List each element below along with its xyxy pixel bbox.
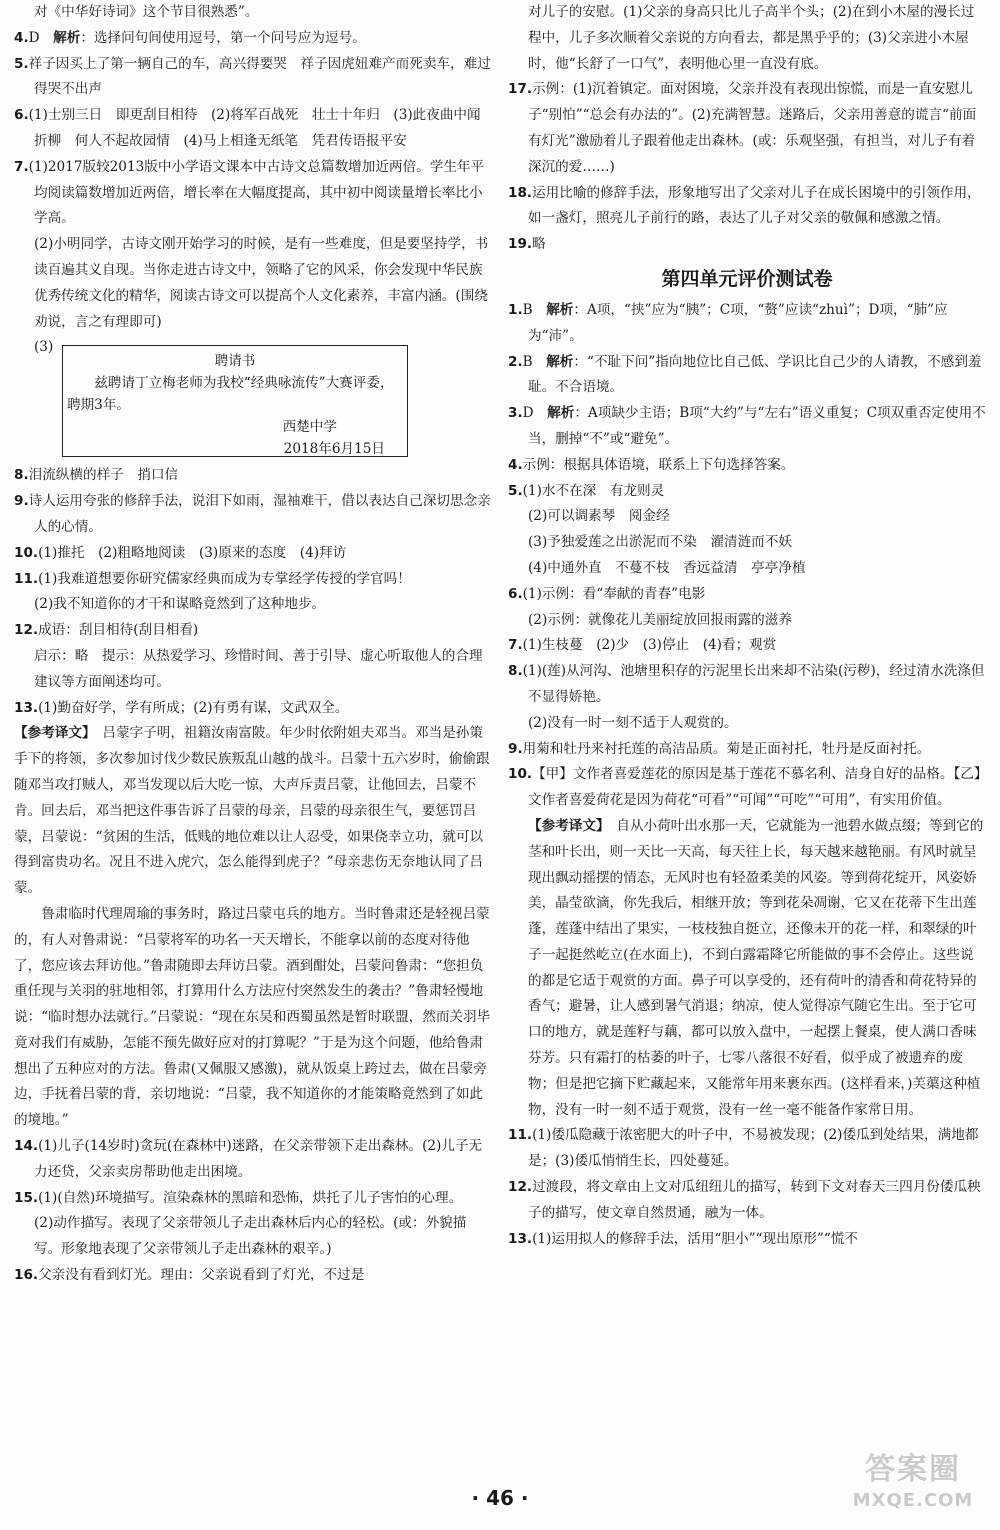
answer-number: 4.: [14, 29, 29, 46]
left-translation-para-2: 鲁肃临时代理周瑜的事务时，路过吕蒙屯兵的地方。当时鲁肃还是轻视吕蒙的，有人对鲁肃说：“吕蒙将军的功名一天天增长，不能拿以前的态度对待他了，您应该去拜访他。”鲁肃随即去拜访吕蒙。酒到酣处，吕蒙问鲁肃：“您担负重任现与关羽的驻地相邻，打算用什么方法应付突然发生的袭击？”鲁肃轻慢地说：“临时想办法就行。”吕蒙说：“现在东吴和西蜀虽然是暂时联盟，然而关羽毕竟对我们有威胁，怎能不预先做好应对的打算呢？”于是为这个问题，他给鲁肃想出了五种应对的方法。鲁肃(又佩服又感激)，就从饭桌上跨过去，做在吕蒙旁边，手抚着吕蒙的背，亲切地说：“吕蒙，我不知道你的才能策略竟然到了如此的境地。”: [14, 905, 491, 1129]
answer-number: 3.: [508, 405, 523, 422]
answer-text: (1)士别三日 即更刮目相待 (2)将军百战死 壮士十年归 (3)此夜曲中闻折柳 何人不起故园情 (4)马上相逢无纸笔 凭君传语报平安: [28, 107, 481, 149]
answer-text: (2)可以调素琴 阅金经: [528, 508, 670, 525]
answer-text: (1)生枝蔓 (2)少 (3)停止 (4)看；观赏: [522, 637, 777, 654]
answer-number: 2.: [508, 353, 523, 370]
right-translation-para: [508, 814, 986, 1124]
answer-item: [14, 618, 492, 644]
answer-number: 1.: [508, 301, 523, 318]
answer-number: 13.: [508, 1230, 533, 1247]
answer-text: 示例：根据具体语境，联系上下句选择答案。: [522, 456, 795, 473]
answer-text: 略: [532, 236, 546, 253]
answer-number: 19.: [508, 236, 533, 253]
answer-item: [14, 26, 492, 52]
answer-number: 15.: [14, 1189, 39, 1206]
answer-number: 6.: [14, 107, 29, 124]
answer-text: 诗人运用夸张的修辞手法，说泪下如雨，湿袖难干，借以表达自己深切思念亲人的心情。: [28, 493, 491, 535]
answer-subline: [508, 556, 986, 582]
answer-item: [14, 155, 492, 232]
answer-number: 4.: [508, 456, 523, 473]
right-translation-head: 【参考译文】: [528, 817, 603, 834]
answer-item: [508, 1175, 986, 1227]
answer-item: [508, 401, 986, 453]
analysis-keyword: 解析: [53, 29, 81, 46]
answer-number: 9.: [508, 740, 523, 757]
answer-number: 5.: [508, 482, 523, 499]
answer-text: (1)示例：看“奉献的青春”电影: [522, 585, 706, 602]
answer-text: D: [28, 29, 54, 46]
answer-number: 16.: [14, 1267, 39, 1284]
answer-text: (1)推托 (2)粗略地阅读 (3)原来的态度 (4)拜访: [38, 544, 347, 561]
answer-number: 9.: [14, 493, 29, 510]
answer-text: (1)(莲)从河沟、池塘里积存的污泥里长出来却不沾染(污秽)，经过清水洗涤但不显得娇艳。: [522, 663, 985, 705]
appointment-letter: [14, 335, 492, 463]
right-translation-text: 自从小荷叶出水那一天，它就能为一池碧水做点缀；等到它的茎和叶长出，则一天比一天高，每天往上长，每天越来越艳丽。有风时就呈现出飘动摇摆的情态，无风时也有轻盈柔美的风姿。等到荷花绽开，风姿娇美，晶莹欲滴，你先我后，相继开放；等到花朵凋谢，它又在花蒂下生出莲蓬，莲蓬中结出了果实，一枝枝独自挺立，还像未开的花一样，和翠绿的叶子一起挺然屹立(在水面上)，不到白露霜降它所能做的事不会停止。这些说的都是它适于观赏的方面。鼻子可以享受的，还有荷叶的清香和荷花特异的香气；避暑，让人感到暑气消退；纳凉，使人觉得凉气随它生出。至于它可口的地方，就是莲籽与藕，都可以放入盘中，一起摆上餐桌，使人满口香味芬芳。只有霜打的枯萎的叶子，七零八落很不好看，似乎成了被遗弃的废物；但是把它摘下贮藏起来，又能常年用来裹东西。(这样看来，)芙蕖这种植物，没有一时一刻不适于观赏，没有一丝一毫不能备作家常日用。: [528, 817, 984, 1118]
answer-item: [508, 298, 986, 350]
answer-item: [14, 103, 492, 155]
answer-number: 14.: [14, 1138, 39, 1155]
answer-subline: [508, 0, 986, 77]
answer-text: (2)我不知道你的才干和谋略竟然到了这种地步。: [34, 596, 326, 613]
answer-number: 13.: [14, 699, 39, 716]
answer-number: 11.: [508, 1127, 533, 1144]
answer-text: 祥子因买上了第一辆自己的车，高兴得要哭 祥子因虎妞难产而死卖车，难过得哭不出声: [28, 55, 491, 98]
analysis-text: ：A项，“挟”应为“胰”；C项，“赘”应读“zhuì”；D项，“肺”应为“沛”。: [528, 301, 948, 344]
answer-number: 6.: [508, 585, 523, 602]
answer-item: [14, 463, 492, 489]
answer-subline: [14, 0, 492, 26]
answer-number: 10.: [508, 766, 533, 783]
answer-subline: [14, 644, 492, 696]
answer-subline: [14, 1211, 492, 1263]
page-number: · 46 ·: [471, 1486, 529, 1510]
letter-label: (3): [34, 339, 54, 356]
answer-item: [508, 232, 986, 258]
right-answer-list-3: [508, 1123, 986, 1252]
watermark-logo: [838, 1450, 988, 1522]
section-title: 第四单元评价测试卷: [661, 267, 833, 290]
answer-text: (2)示例：就像花儿美丽绽放回报雨露的滋养: [528, 611, 792, 628]
analysis-text: ：A项缺少主语；B项“大约”与“左右”语义重复；C项双重否定使用不当，删掉“不”或“避免”。: [528, 405, 986, 447]
answer-text: 对儿子的安慰。(1)父亲的身高只比儿子高半个头；(2)在到小木屋的漫长过程中，儿子多次顺着父亲说的方向看去，都是黑乎乎的；(3)父亲进小木屋时，他“长舒了一口气”，表明他心里一直没有底。: [528, 4, 975, 72]
answer-text: (1)倭瓜隐藏于浓密肥大的叶子中，不易被发现；(2)倭瓜到处结果，满地都是；(3)倭瓜悄悄生长，四处蔓延。: [528, 1127, 979, 1170]
answer-text: 成语：刮目相待(刮目相看): [38, 622, 199, 639]
answer-number: 7.: [14, 158, 29, 175]
answer-item: [14, 52, 492, 104]
left-column: [14, 0, 492, 1289]
answer-item: [508, 659, 986, 711]
answer-text: 运用比喻的修辞手法，形象地写出了父亲对儿子在成长困境中的引领作用，如一盏灯，照亮儿子前行的路，表达了儿子对父亲的敬佩和感激之情。: [528, 184, 981, 227]
answer-item: [14, 489, 492, 541]
answer-subline: [508, 530, 986, 556]
answer-text: B: [522, 301, 547, 318]
left-translation-para-1: [14, 721, 492, 902]
analysis-text: ：“不耻下问”指向地位比自己低、学识比自己少的人请教，不感到羞耻。不合语境。: [528, 353, 982, 396]
right-answer-list: [508, 0, 986, 258]
analysis-text: ：选择问句间使用逗号，第一个问号应为逗号。: [80, 29, 366, 46]
answer-item: [14, 1263, 492, 1289]
answer-subline: [14, 232, 492, 335]
answer-item: [508, 582, 986, 608]
answer-text: 启示：略 提示：从热爱学习、珍惜时间、善于引导、虚心听取他人的合理建议等方面阐述均可。: [34, 647, 483, 690]
answer-item: [508, 77, 986, 180]
answer-text: (1)我难道想要你研究儒家经典而成为专掌经学传授的学官吗！: [38, 570, 411, 587]
answer-subline: [14, 592, 492, 618]
answer-text: (3)予独爱莲之出淤泥而不染 濯清涟而不妖: [528, 534, 792, 551]
answer-number: 11.: [14, 570, 39, 587]
letter-date: 2018年6月15日: [283, 441, 385, 458]
letter-frame: [62, 345, 408, 457]
answer-text: (2)没有一时一刻不适于人观赏的。: [528, 714, 738, 731]
analysis-keyword: 解析: [546, 301, 574, 318]
answer-number: 8.: [14, 467, 29, 484]
answer-subline: [508, 504, 986, 530]
left-translation-text-1: 吕蒙字子明，祖籍汝南富陂。年少时依附姐夫邓当。邓当是孙策手下的将领，多次参加讨伐少数民族叛乱山越的战斗。吕蒙十五六岁时，偷偷跟随邓当攻打贼人，邓当发现以后大吃一惊，大声斥责吕蒙，让他回去，吕蒙不肯。回去后，邓当把这件事告诉了吕蒙的母亲，吕蒙的母亲很生气，要惩罚吕蒙，吕蒙说：“贫困的生活，低贱的地位难以让人忍受，如果侥幸立功，就可以得到富贵功名。况且不进入虎穴，怎么能得到虎子？”母亲悲伤无奈地认同了吕蒙。: [14, 725, 490, 897]
answer-item: [508, 762, 986, 814]
answer-item: [14, 567, 492, 593]
answer-text: (1)(自然)环境描写。渲染森林的黑暗和恐怖，烘托了儿子害怕的心理。: [38, 1189, 463, 1206]
answer-item: [508, 350, 986, 402]
answer-item: [14, 1186, 492, 1212]
answer-item: [508, 479, 986, 505]
answer-number: 10.: [14, 544, 39, 561]
analysis-keyword: 解析: [546, 353, 574, 370]
answer-item: [508, 1123, 986, 1175]
answer-text: (4)中通外直 不蔓不枝 香远益清 亭亭净植: [528, 559, 806, 576]
answer-text: (1)2017版较2013版中小学语文课本中古诗文总篇数增加近两倍。学生年平均阅读篇数增加近两倍，增长率在大幅度提高，其中初中阅读量增长率比小学高。: [28, 158, 485, 227]
watermark-line2: MXQE.COM: [852, 1490, 974, 1511]
left-translation-head: 【参考译文】: [14, 725, 89, 742]
answer-item: [14, 696, 492, 722]
answer-item: [508, 1227, 986, 1253]
answer-text: 过渡段，将文章由上文对瓜纽纽儿的描写，转到下文对春天三四月份倭瓜秧子的描写，使文章自然贯通，融为一体。: [528, 1179, 981, 1221]
answer-subline: [508, 711, 986, 737]
answer-number: 8.: [508, 663, 523, 680]
answer-text: 对《中华好诗词》这个节目很熟悉”。: [34, 4, 259, 20]
answer-text: (1)勤奋好学，学有所成；(2)有勇有谋，文武双全。: [38, 699, 349, 716]
left-answer-list-3: [14, 1134, 492, 1289]
answer-number: 17.: [508, 81, 533, 98]
answer-item: [14, 541, 492, 567]
left-answer-list: [14, 0, 492, 335]
answer-subline: [508, 608, 986, 634]
answer-number: 12.: [14, 622, 39, 639]
answer-number: 7.: [508, 637, 523, 654]
answer-number: 12.: [508, 1179, 533, 1196]
right-column: [508, 0, 986, 1252]
answer-text: (2)动作描写。表现了父亲带领儿子走出森林后内心的轻松。(或：外貌描写。形象地表现了父亲带领儿子走出森林的艰辛。): [34, 1215, 467, 1258]
answer-text: (1)儿子(14岁时)贪玩(在森林中)迷路，在父亲带领下走出森林。(2)儿子无力还贷，父亲卖房帮助他走出困境。: [34, 1138, 483, 1180]
answer-item: [508, 633, 986, 659]
answer-text: B: [522, 353, 547, 370]
watermark-line1: 答案圈: [865, 1452, 961, 1487]
answer-text: D: [522, 405, 548, 422]
analysis-keyword: 解析: [547, 405, 575, 422]
answer-text: 泪流纵横的样子 捎口信: [28, 467, 179, 484]
answer-text: (1)水不在深 有龙则灵: [522, 482, 665, 499]
answer-text: 用菊和牡丹来衬托莲的高洁品质。菊是正面衬托，牡丹是反面衬托。: [522, 740, 931, 757]
answer-text: 示例：(1)沉着镇定。面对困境，父亲并没有表现出惊慌，而是一直安慰儿子“别怕”“总会有办法的”。(2)充满智慧。迷路后，父亲用善意的谎言“前面有灯光”激励着儿子跟着他走出森林。(或：乐观坚强，有担当，对儿子有着深沉的爱……): [528, 81, 977, 175]
answer-text: (1)运用拟人的修辞手法，活用“胆小”“现出原形”“慌不: [532, 1230, 858, 1247]
right-answer-list-2: [508, 298, 986, 814]
letter-body: 兹聘请丁立梅老师为我校“经典咏流传”大赛评委，聘期3年。: [67, 375, 394, 414]
answer-text: 【甲】文作者喜爱莲花的原因是基于莲花不慕名利、洁身自好的品格。【乙】文作者喜爱荷花是因为荷花“可看”“可闻”“可吃”“可用”，有实用价值。: [528, 766, 981, 809]
answer-item: [508, 737, 986, 763]
answer-text: (2)小明同学，古诗文刚开始学习的时候，是有一些难度，但是要坚持学，书读百遍其义自现。当你走进古诗文中，领略了它的风采，你会发现中华民族优秀传统文化的精华，阅读古诗文可以提高个人文化素养，丰富内涵。(围绕劝说，言之有理即可): [34, 236, 489, 330]
answer-item: [508, 181, 986, 233]
answer-text: 父亲没有看到灯光。理由：父亲说看到了灯光，不过是: [38, 1267, 365, 1284]
answer-number: 5.: [14, 55, 29, 72]
left-answer-list-2: [14, 463, 492, 721]
answer-number: 18.: [508, 184, 533, 201]
answer-item: [14, 1134, 492, 1186]
letter-title: 聘请书: [214, 353, 256, 370]
answer-item: [508, 453, 986, 479]
letter-org: 西楚中学: [282, 419, 337, 436]
